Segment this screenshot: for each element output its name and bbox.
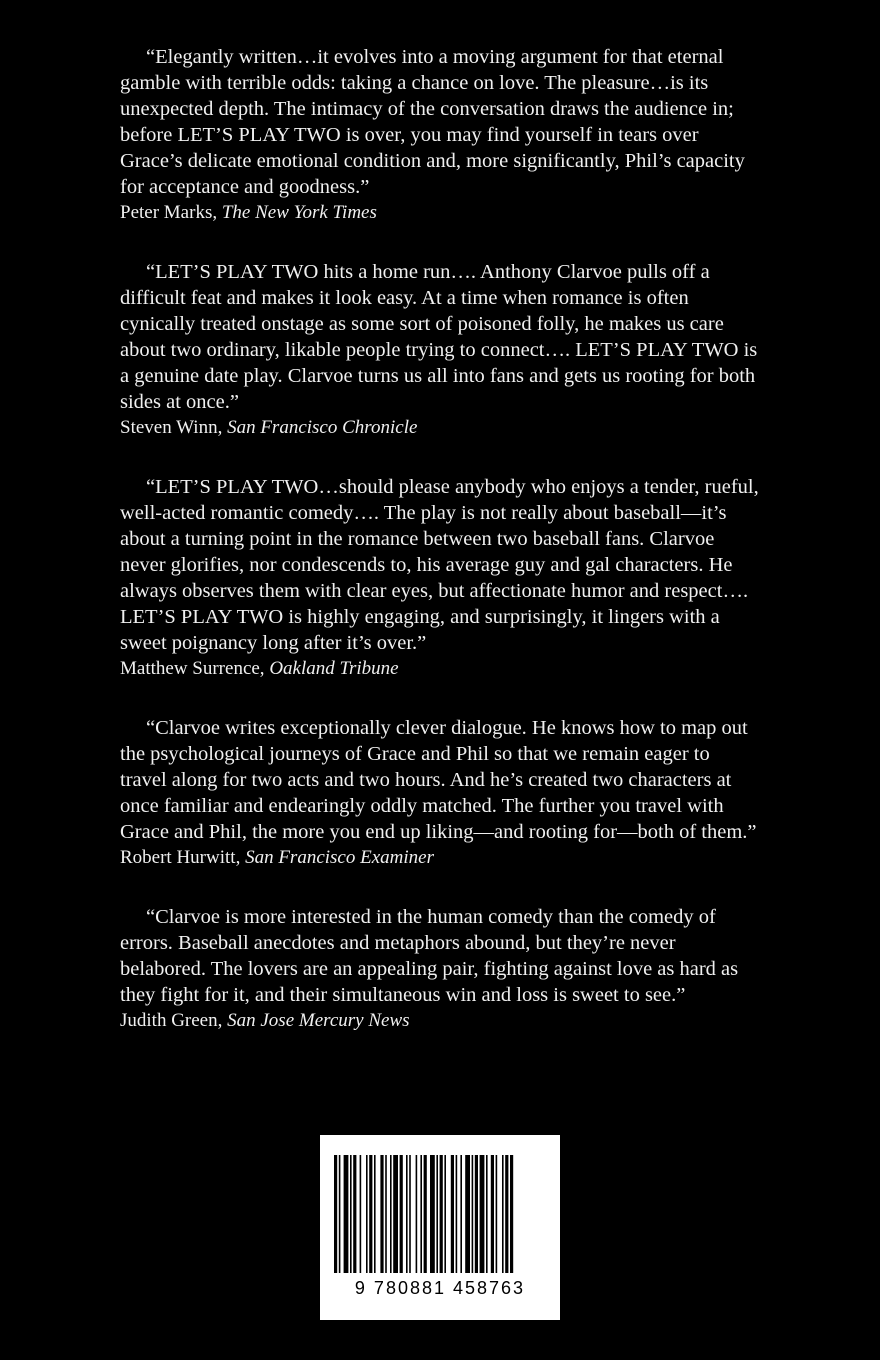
barcode-bar bbox=[366, 1155, 368, 1273]
barcode-bar bbox=[451, 1155, 454, 1273]
review-block bbox=[120, 904, 760, 1034]
review-publication: The New York Times bbox=[221, 202, 377, 223]
review-quote: “LET’S PLAY TWO hits a home run…. Anthony Clarvoe pulls off a difficult feat and makes it look easy. At a time when romance is often cynically treated onstage as some sort of poisoned folly, he makes us care about two ordinary, likable people trying to connect…. LET’S PLAY TWO is a genuine date play. Clarvoe turns us all into fans and gets us rooting for both sides at once.” bbox=[120, 261, 758, 413]
review-attribution bbox=[120, 1008, 760, 1034]
review-author: Judith Green, bbox=[120, 1010, 223, 1031]
barcode-bar bbox=[369, 1155, 372, 1273]
barcode-bar bbox=[409, 1155, 411, 1273]
barcode-bar bbox=[505, 1155, 508, 1273]
barcode-bar bbox=[475, 1155, 478, 1273]
review-author: Peter Marks, bbox=[120, 202, 218, 223]
review-publication: San Francisco Examiner bbox=[245, 847, 434, 868]
barcode-bar bbox=[385, 1155, 387, 1273]
barcode-bar bbox=[406, 1155, 408, 1273]
barcode-bar bbox=[491, 1155, 494, 1273]
barcode-bar bbox=[486, 1155, 488, 1273]
barcode-bar bbox=[360, 1155, 362, 1273]
barcode-bar bbox=[424, 1155, 427, 1273]
barcode-bar bbox=[465, 1155, 470, 1273]
isbn-barcode bbox=[320, 1135, 560, 1320]
barcode-bar bbox=[472, 1155, 474, 1273]
barcode-bar bbox=[502, 1155, 504, 1273]
review-author: Steven Winn, bbox=[120, 417, 223, 438]
review-block bbox=[120, 474, 760, 682]
barcode-bar bbox=[344, 1155, 349, 1273]
barcode-bar bbox=[350, 1155, 352, 1273]
review-quote: “LET’S PLAY TWO…should please anybody who enjoys a tender, rueful, well-acted romantic comedy…. The play is not really about baseball—it’s about a turning point in the romance between two baseball fans. Clarvoe never glorifies, nor condescends to, his average guy and gal characters. He always observes them with clear eyes, but affectionate humor and respect…. LET’S PLAY TWO is highly engaging, and surprisingly, it lingers with a sweet poignancy long after it’s over.” bbox=[120, 476, 759, 654]
review-attribution bbox=[120, 200, 760, 226]
barcode-bar bbox=[416, 1155, 418, 1273]
barcode-bar bbox=[480, 1155, 485, 1273]
review-attribution bbox=[120, 415, 760, 441]
review-author: Matthew Surrence, bbox=[120, 658, 265, 679]
barcode-bar bbox=[430, 1155, 435, 1273]
review-publication: San Francisco Chronicle bbox=[227, 417, 418, 438]
barcode-bar bbox=[440, 1155, 443, 1273]
review-block bbox=[120, 715, 760, 871]
barcode-bar bbox=[400, 1155, 403, 1273]
review-author: Robert Hurwitt, bbox=[120, 847, 241, 868]
review-attribution bbox=[120, 656, 760, 682]
review-publication: Oakland Tribune bbox=[269, 658, 399, 679]
review-attribution bbox=[120, 845, 760, 871]
barcode-bar bbox=[374, 1155, 376, 1273]
barcode-bar bbox=[339, 1155, 341, 1273]
barcode-bar bbox=[420, 1155, 422, 1273]
review-quote: “Clarvoe writes exceptionally clever dialogue. He knows how to map out the psychological journeys of Grace and Phil so that we remain eager to travel along for two acts and two hours. And he’s created two characters at once familiar and endearingly oddly matched. The further you travel with Grace and Phil, the more you end up liking—and rooting for—both of them.” bbox=[120, 717, 757, 843]
barcode-bar bbox=[390, 1155, 392, 1273]
review-quote: “Clarvoe is more interested in the human comedy than the comedy of errors. Baseball anecdotes and metaphors abound, but they’re never belabored. The lovers are an appealing pair, fighting against love as hard as they fight for it, and their simultaneous win and loss is sweet to see.” bbox=[120, 906, 739, 1006]
reviews-column bbox=[120, 44, 760, 1067]
review-block bbox=[120, 259, 760, 441]
barcode-bar bbox=[393, 1155, 398, 1273]
barcode-bar bbox=[460, 1155, 462, 1273]
review-quote: “Elegantly written…it evolves into a moving argument for that eternal gamble with terrible odds: taking a chance on love. The pleasure…is its unexpected depth. The intimacy of the conversation draws the audience in; before LET’S PLAY TWO is over, you may find yourself in tears over Grace’s delicate emotional condition and, more significantly, Phil’s capacity for acceptance and goodness.” bbox=[120, 46, 745, 198]
barcode-bar bbox=[334, 1155, 337, 1273]
isbn-number: 9 780881 458763 bbox=[354, 1278, 526, 1298]
barcode-bar bbox=[510, 1155, 513, 1273]
barcode-bar bbox=[380, 1155, 383, 1273]
barcode-bar bbox=[456, 1155, 458, 1273]
barcode-bar bbox=[444, 1155, 446, 1273]
review-publication: San Jose Mercury News bbox=[227, 1010, 410, 1031]
barcode-bar bbox=[436, 1155, 438, 1273]
barcode-bar bbox=[496, 1155, 498, 1273]
review-block bbox=[120, 44, 760, 226]
barcode-bar bbox=[353, 1155, 356, 1273]
